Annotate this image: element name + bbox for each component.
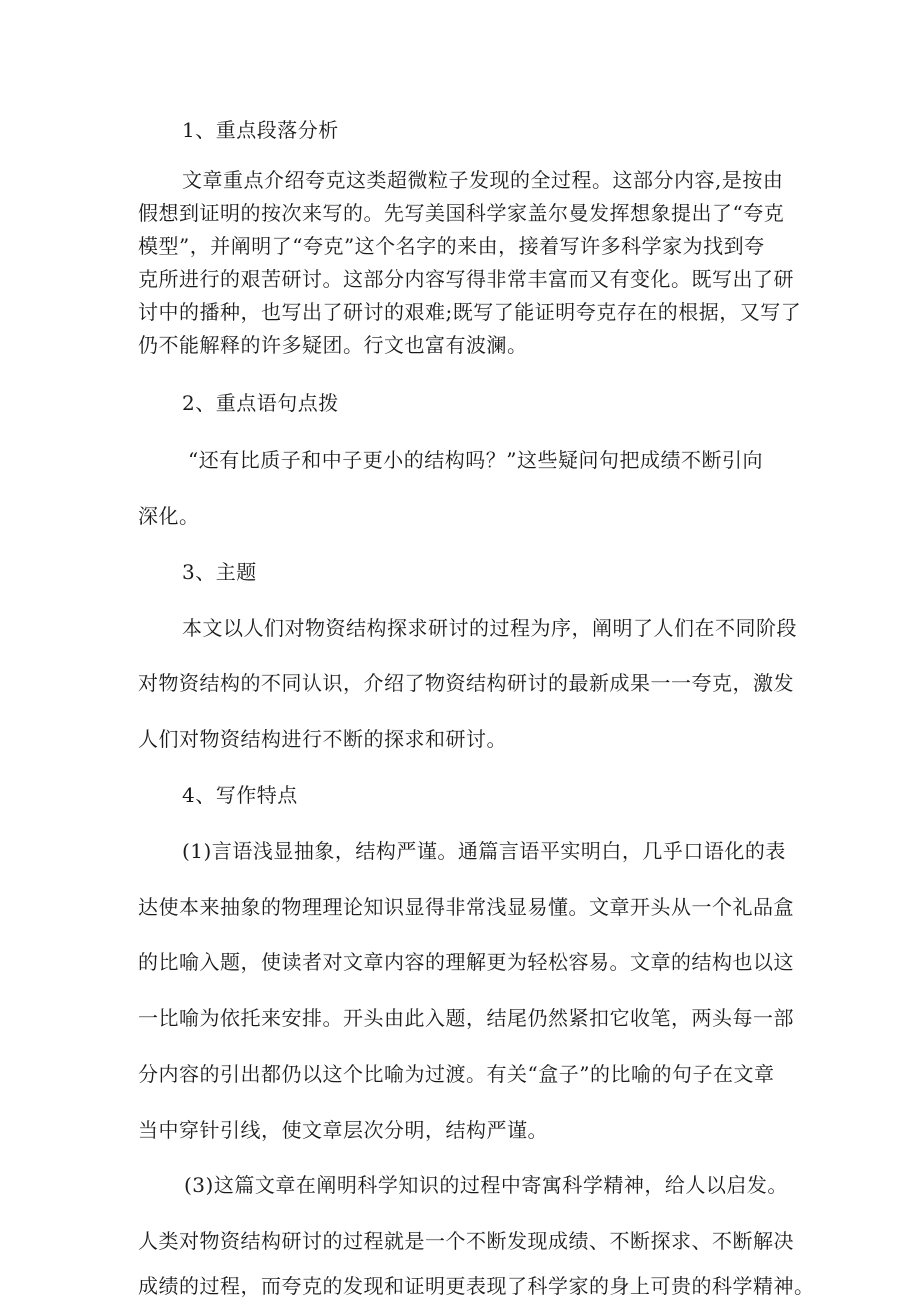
paragraph-line: 本文以人们对物资结构探求研讨的过程为序，阐明了人们在不同阶段 xyxy=(182,616,797,640)
paragraph-line: 深化。 xyxy=(138,504,200,528)
section-heading: 3、主题 xyxy=(182,560,257,584)
section-heading: 4、写作特点 xyxy=(182,783,298,807)
section-heading: 2、重点语句点拨 xyxy=(182,391,339,415)
paragraph-line: 仍不能解释的许多疑团。行文也富有波澜。 xyxy=(138,333,528,357)
paragraph-line: (3)这篇文章在阐明科学知识的过程中寄寓科学精神，给人以启发。 xyxy=(184,1173,788,1197)
paragraph-line: 假想到证明的按次来写的。先写美国科学家盖尔曼发挥想象提出了“夸克 xyxy=(138,201,785,225)
paragraph-line: (1)言语浅显抽象，结构严谨。通篇言语平实明白，几乎口语化的表 xyxy=(182,839,786,863)
section-heading: 1、重点段落分析 xyxy=(182,118,339,142)
paragraph-line: 分内容的引出都仍以这个比喻为过渡。有关“盒子”的比喻的句子在文章 xyxy=(138,1062,775,1086)
paragraph-line: 对物资结构的不同认识，介绍了物资结构研讨的最新成果一一夸克，激发 xyxy=(138,671,794,695)
paragraph-line: 的比喻入题，使读者对文章内容的理解更为轻松容易。文章的结构也以这 xyxy=(138,950,794,974)
paragraph-line: 当中穿针引线，使文章层次分明，结构严谨。 xyxy=(138,1118,548,1142)
paragraph-line: 达使本来抽象的物理理论知识显得非常浅显易懂。文章开头从一个礼品盒 xyxy=(138,895,794,919)
paragraph-line: “还有比质子和中子更小的结构吗？”这些疑问句把成绩不断引向 xyxy=(188,448,763,472)
paragraph-line: 人类对物资结构研讨的过程就是一个不断发现成绩、不断探求、不断解决 xyxy=(138,1229,794,1253)
paragraph-line: 成绩的过程，而夸克的发现和证明更表现了科学家的身上可贵的科学精神。 xyxy=(138,1274,815,1298)
paragraph-line: 文章重点介绍夸克这类超微粒子发现的全过程。这部分内容,是按由 xyxy=(182,168,784,192)
paragraph-line: 讨中的播种，也写出了研讨的艰难;既写了能证明夸克存在的根据，又写了 xyxy=(138,300,802,324)
paragraph-line: 克所进行的艰苦研讨。这部分内容写得非常丰富而又有变化。既写出了研 xyxy=(138,267,794,291)
paragraph-line: 人们对物资结构进行不断的探求和研讨。 xyxy=(138,727,507,751)
paragraph-line: 一比喻为依托来安排。开头由此入题，结尾仍然紧扣它收笔，两头每一部 xyxy=(138,1006,794,1030)
paragraph-line: 模型”，并阐明了“夸克”这个名字的来由，接着写许多科学家为找到夸 xyxy=(138,234,765,258)
